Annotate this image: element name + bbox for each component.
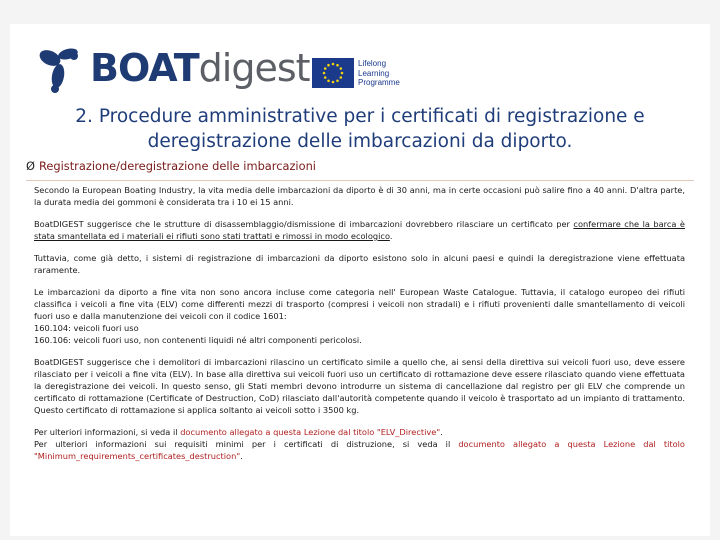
arrow-bullet-icon: Ø bbox=[26, 159, 35, 173]
llp-text bbox=[358, 59, 400, 88]
elv-directive-document-link[interactable]: documento allegato a questa Lezione dal titolo "ELV_Directive" bbox=[180, 427, 441, 437]
body-text bbox=[34, 184, 685, 473]
minimum-requirements-document-link[interactable]: documento allegato a questa Lezione dal titolo "Minimum_requirements_certificates_destruction" bbox=[34, 439, 685, 461]
subheading-divider bbox=[26, 180, 694, 181]
paragraph-2-text: BoatDIGEST suggerisce che le strutture di disassemblaggio/dismissione di imbarcazioni dovrebbero rilasciare un certificato per bbox=[34, 219, 574, 229]
title-line-1: 2. Procedure amministrative per i certificati di registrazione e bbox=[75, 106, 645, 127]
section-subheading bbox=[26, 159, 316, 173]
paragraph-4 bbox=[34, 286, 685, 346]
boatdigest-mark-icon bbox=[36, 44, 86, 94]
logo-boat-text: BOAT bbox=[90, 46, 199, 90]
paragraph-6 bbox=[34, 426, 685, 462]
paragraph-2-link[interactable]: confermare che la barca è stata smantellata ed i materiali ei rifiuti sono stati trattati e rimossi in modo ecologico bbox=[34, 219, 685, 241]
paragraph-2-end: . bbox=[389, 231, 393, 241]
paragraph-6-line-2-text: Per ulteriori informazioni sui requisiti minimi per i certificati di distruzione, si veda il bbox=[34, 439, 459, 449]
page-title bbox=[30, 104, 690, 154]
paragraph-5: BoatDIGEST suggerisce che i demolitori di imbarcazioni rilascino un certificato simile a quello che, ai sensi della direttiva sui veicoli fuori uso, deve essere rilasciato per i veicoli a fine vita (ELV). In base alla direttiva sui veicoli fuori uso un certificato di rottamazione deve essere rilasciato quando viene effettuata la deregistrazione dei veicoli. In questo senso, gli Stati membri devono introdurre un sistema di cancellazione dal registro per gli ELV che comprende un certificato di rottamazione (Certificate of Destruction, CoD) rilasciato dall'autorità competente quando il veicolo è trasportato ad un impianto di trattamento. Questo certificato di rottamazione si applica soltanto ai veicoli sotto i 3500 kg. bbox=[34, 357, 685, 415]
code-160104: 160.104: veicoli fuori uso bbox=[34, 323, 139, 333]
paragraph-6-line-2-end: . bbox=[240, 451, 243, 461]
logo-digest-text: digest bbox=[198, 46, 310, 90]
paragraph-4-text: Le imbarcazioni da diporto a fine vita non sono ancora incluse come categoria nell' European Waste Catalogue. Tuttavia, il catalogo europeo dei rifiuti classifica i veicoli a fine vita (ELV) come differenti mezzi di trasporto (compresi i veicoli non stradali) e i rifiuti provenienti dalle smantellamento di veicoli fuori uso e dalla manutenzione dei veicoli con il codice 1601: bbox=[34, 287, 685, 321]
slide bbox=[10, 24, 710, 536]
paragraph-6-line-1-text: Per ulteriori informazioni, si veda il bbox=[34, 427, 181, 437]
paragraph-2 bbox=[34, 218, 685, 242]
paragraph-3: Tuttavia, come già detto, i sistemi di registrazione di imbarcazioni da diporto esistono solo in alcuni paesi e quindi la deregistrazione viene effettuata raramente. bbox=[34, 253, 685, 275]
paragraph-1: Secondo la European Boating Industry, la vita media delle imbarcazioni da diporto è di 30 anni, ma in certe occasioni può salire fino a 40 anni. D'altra parte, la durata media dei gommoni è considerata tra i 10 ei 15 anni. bbox=[34, 185, 685, 207]
paragraph-6-line-1-end: . bbox=[440, 427, 443, 437]
llp-line-1: Lifelong bbox=[358, 59, 387, 68]
title-line-2: deregistrazione delle imbarcazioni da diporto. bbox=[147, 131, 573, 152]
code-160106: 160.106: veicoli fuori uso, non contenenti liquidi né altri componenti pericolosi. bbox=[34, 335, 362, 345]
eu-flag-icon bbox=[312, 58, 354, 88]
logo-wordmark bbox=[90, 46, 310, 90]
boatdigest-logo bbox=[36, 42, 310, 96]
lifelong-learning-programme-logo bbox=[312, 58, 422, 90]
subheading-text: Registrazione/deregistrazione delle imbarcazioni bbox=[38, 159, 316, 173]
llp-line-3: Programme bbox=[358, 78, 400, 87]
llp-line-2: Learning bbox=[358, 68, 390, 78]
